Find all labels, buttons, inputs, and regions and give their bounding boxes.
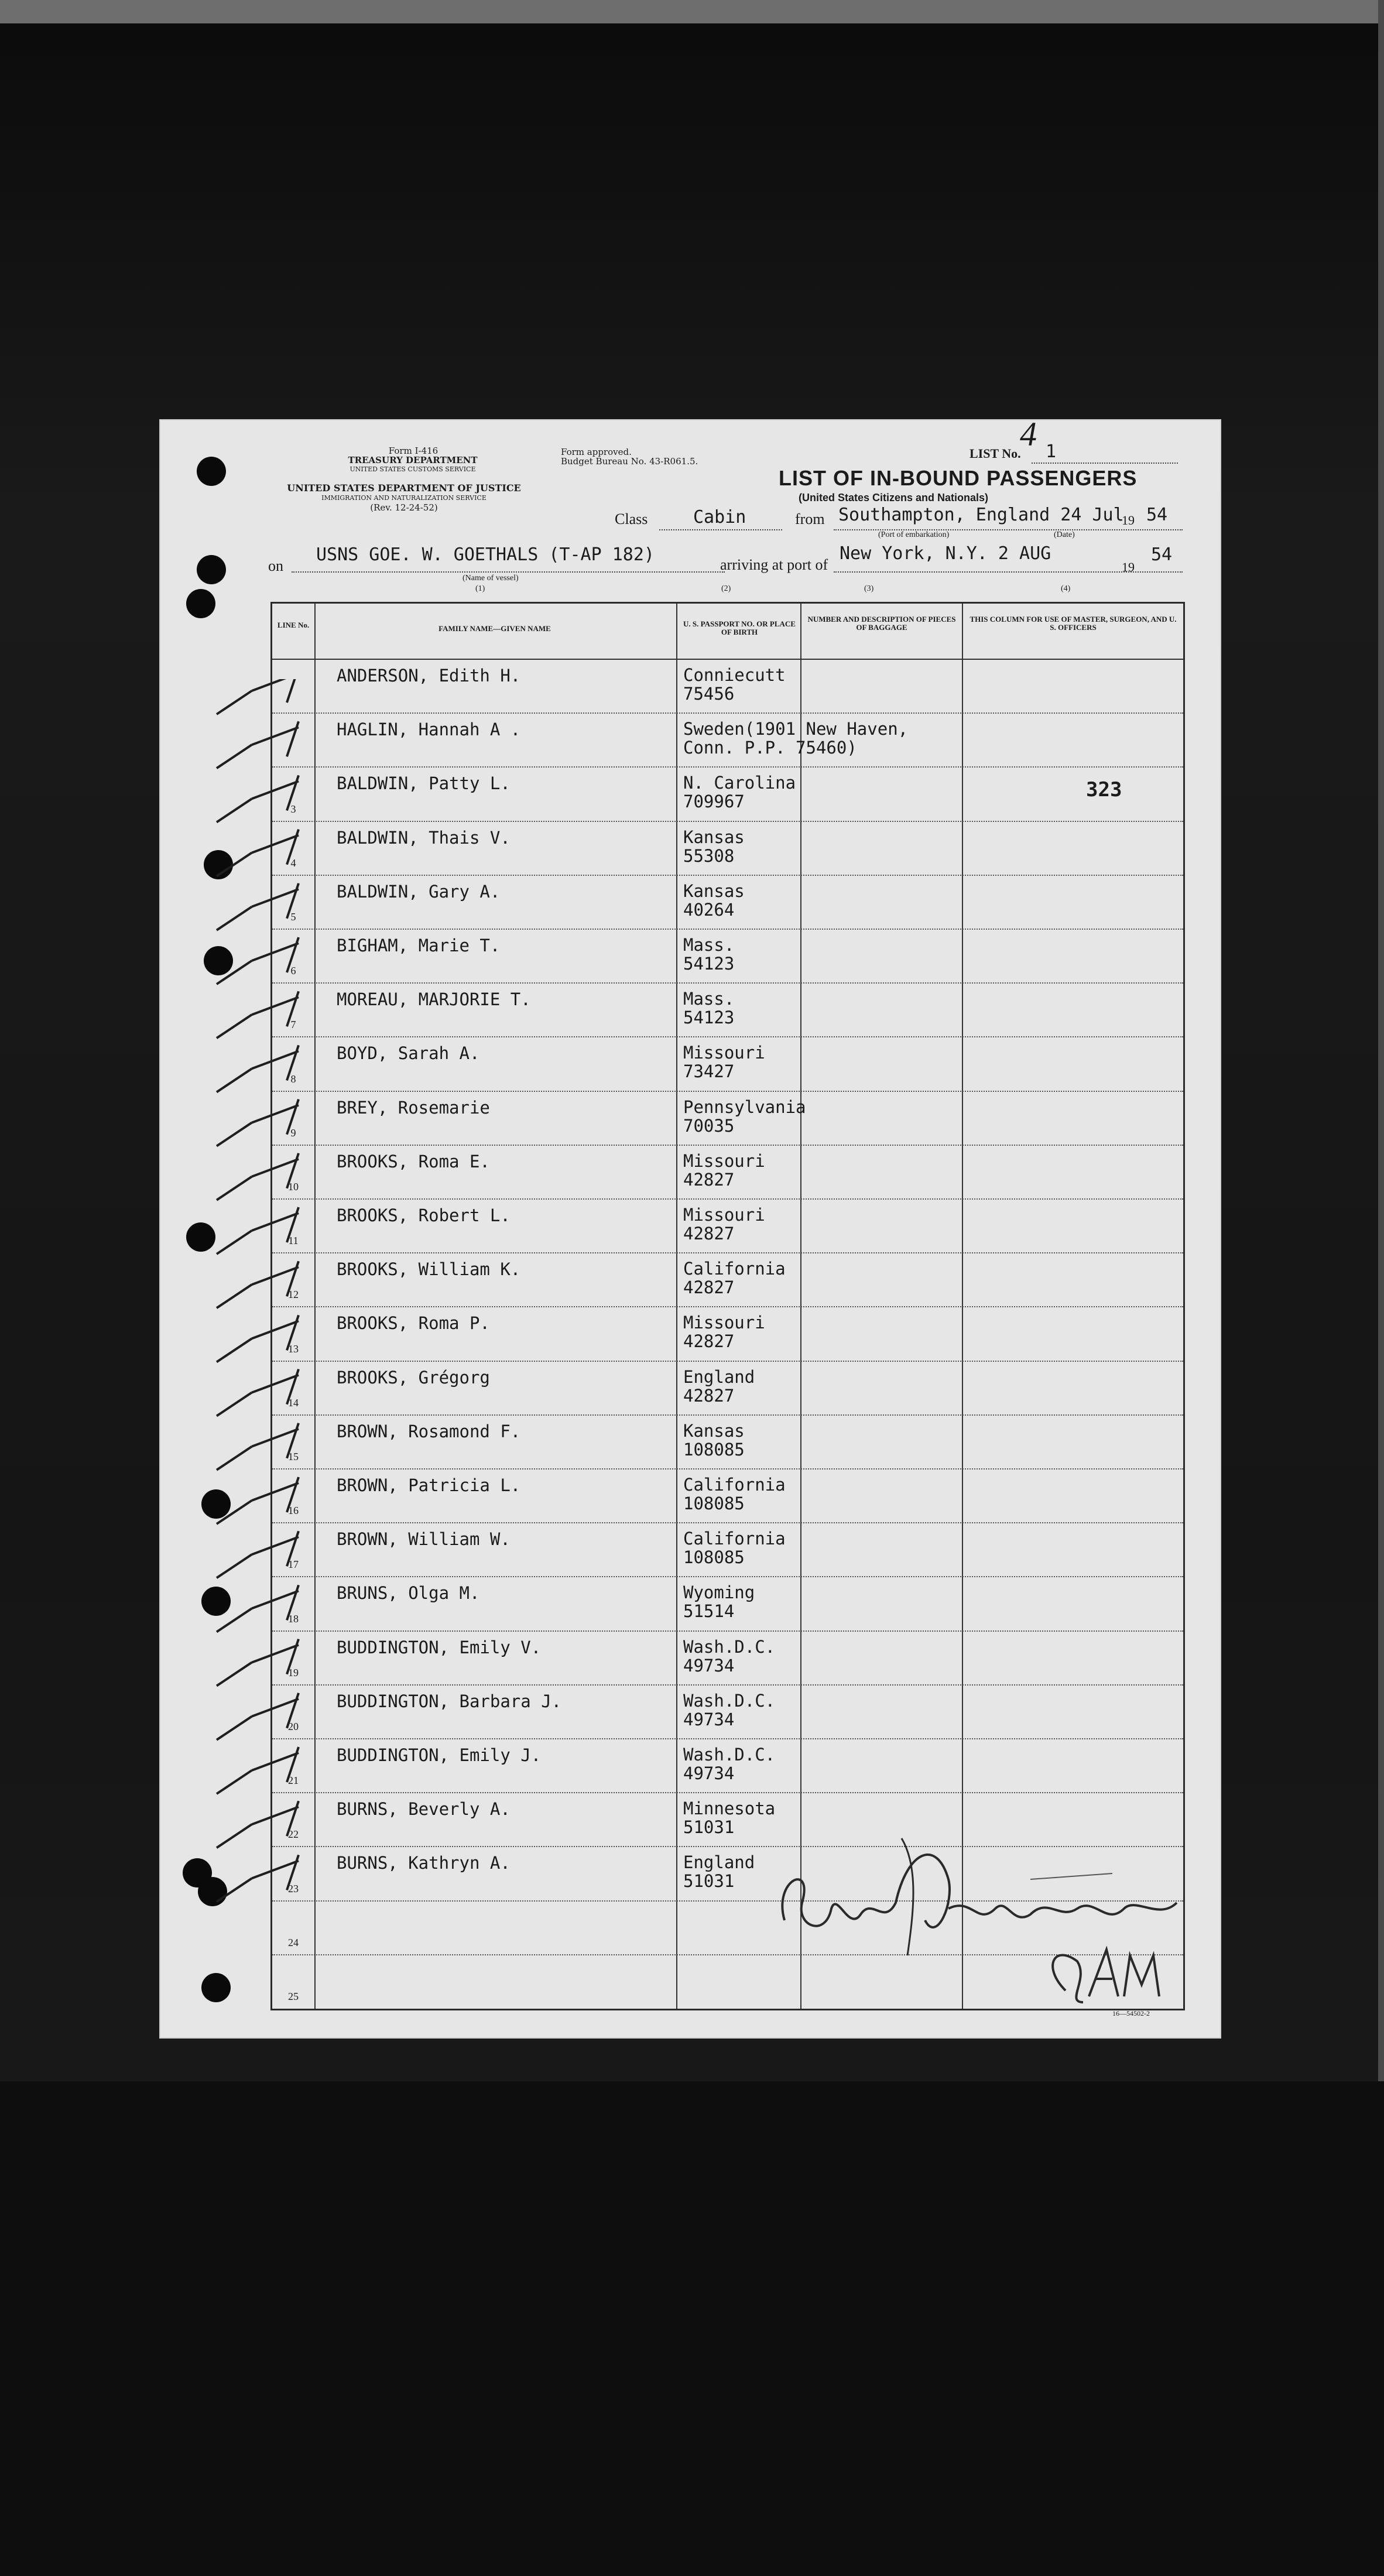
checkmark [217,991,299,1038]
passport-number: 55308 [683,845,735,866]
birthplace: Wash.D.C. [683,1745,776,1765]
passenger-name: BUDDINGTON, Emily J. [337,1745,542,1765]
checkmark [217,1693,299,1740]
list-no-value: 1 [1046,441,1057,462]
checkmark [217,1153,299,1200]
departure-year: 54 [1146,505,1168,525]
line-number: 7 [290,1019,296,1031]
line-number: 10 [288,1181,299,1193]
line-number: 3 [290,803,296,815]
line-number: 20 [288,1721,299,1732]
film-top-strip [0,0,1384,23]
checkmark [217,1369,299,1416]
birthplace: Sweden(1901 New Haven, [683,719,909,739]
line-number: 4 [290,857,296,869]
passenger-name: BURNS, Kathryn A. [337,1853,511,1873]
checkmark [217,883,299,930]
header-baggage: NUMBER AND DESCRIPTION OF PIECES OF BAGGAGE [807,615,956,632]
line-number: 12 [288,1289,299,1301]
arriving-label: arriving at port of [720,556,828,573]
row-divider [272,1036,1183,1037]
class-label: Class [615,511,648,527]
birthplace: England [683,1852,755,1873]
punch-hole [201,1973,231,2002]
passenger-name: BREY, Rosemarie [337,1097,490,1118]
passport-number: 49734 [683,1763,735,1783]
line-number: 21 [288,1775,299,1787]
passport-number: 42827 [683,1331,735,1352]
ins-service: IMMIGRATION AND NATURALIZATION SERVICE [321,494,487,502]
birthplace: Missouri [683,1313,765,1333]
row-divider [272,766,1183,768]
year-prefix-1: 19 [1122,513,1135,527]
passenger-name: BUDDINGTON, Emily V. [337,1637,542,1657]
passport-number: 42827 [683,1277,735,1298]
column-caption-4: (4) [1061,584,1071,593]
arrival-underline [834,571,1183,573]
birthplace: N. Carolina [683,773,796,793]
checkmark [217,1585,299,1632]
on-label: on [268,557,283,574]
column-caption-1: (1) [475,584,485,593]
inspector-signature [761,1827,1194,2020]
line-number: 6 [290,965,296,977]
birthplace: Conniecutt [683,665,786,685]
passport-number: 42827 [683,1169,735,1190]
row-divider [272,1361,1183,1362]
header-divider [272,659,1183,660]
punch-hole [197,457,226,486]
birthplace: Kansas [683,1420,745,1441]
passport-number: 42827 [683,1385,735,1406]
row-divider [272,1198,1183,1200]
line-number: 16 [288,1505,299,1517]
line-number: 24 [288,1936,299,1948]
checkmark [217,721,299,768]
print-code: 16—54502-2 [1112,2009,1150,2017]
passenger-name: BROOKS, Roma P. [337,1313,490,1334]
row-divider [272,875,1183,876]
passport-number: 73427 [683,1061,735,1082]
arrival-value: New York, N.Y. 2 AUG [840,543,1051,564]
arrival-year: 54 [1151,544,1173,565]
row-divider [272,821,1183,822]
passport-number: 108085 [683,1439,745,1460]
page-subtitle: (United States Citizens and Nationals) [799,492,989,503]
checkmark [217,1315,299,1362]
birthplace: Pennsylvania [683,1097,806,1117]
header-family-name: FAMILY NAME—GIVEN NAME [439,624,551,633]
list-no-label: LIST No. [970,446,1021,461]
passenger-table [270,602,1185,2010]
passenger-name: BUDDINGTON, Barbara J. [337,1691,562,1711]
line-number: 8 [290,1073,296,1085]
column-caption-3: (3) [864,584,874,593]
checkmark [217,1639,299,1686]
row-divider [272,1252,1183,1253]
vessel-underline [292,571,725,573]
port-embarkation-caption: (Port of embarkation) [878,530,950,539]
row-divider [272,1522,1183,1523]
checkmark [217,1747,299,1794]
birthplace: California [683,1259,786,1279]
birthplace: Wash.D.C. [683,1636,776,1657]
checkmark [217,830,299,876]
date-caption: (Date) [1054,530,1075,539]
passenger-name: BROOKS, Robert L. [337,1205,511,1225]
checkmark [217,1531,299,1578]
passport-number: 54123 [683,1008,735,1028]
passport-number: 108085 [683,1493,745,1513]
line-number: 11 [288,1235,299,1247]
revision-date: (Rev. 12-24-52) [370,502,438,513]
passenger-name: MOREAU, MARJORIE T. [337,989,531,1010]
line-number: 13 [288,1342,299,1355]
birthplace: California [683,1475,786,1495]
row-divider [272,929,1183,930]
officer-note: 323 [1086,778,1122,801]
passenger-name: BALDWIN, Gary A. [337,881,501,902]
birthplace: Kansas [683,881,745,901]
passport-number: 40264 [683,899,735,920]
passenger-name: ANDERSON, Edith H. [337,666,521,686]
row-divider [272,712,1183,714]
passport-number: 51031 [683,1871,735,1892]
birthplace: Minnesota [683,1799,776,1819]
from-value: Southampton, England 24 Jul [838,505,1124,525]
passport-number: 54123 [683,954,735,974]
page-title: LIST OF IN-BOUND PASSENGERS [779,466,1138,490]
year-prefix-2: 19 [1122,560,1135,574]
row-divider [272,1468,1183,1469]
line-number: 25 [288,1991,299,2002]
row-divider [272,1306,1183,1307]
birthplace: Kansas [683,827,745,847]
passport-number: 709967 [683,792,745,812]
passport-number: 49734 [683,1655,735,1676]
customs-service: UNITED STATES CUSTOMS SERVICE [350,465,476,473]
birthplace: Missouri [683,1205,765,1225]
birthplace: Wyoming [683,1582,755,1603]
row-divider [272,1738,1183,1739]
line-number: 14 [288,1396,299,1409]
checkmark [217,775,299,822]
passenger-name: BROWN, William W. [337,1529,511,1550]
checkmark [217,1477,299,1524]
passenger-name: BIGHAM, Marie T. [337,936,501,955]
line-number: 18 [288,1612,299,1625]
passenger-name: BURNS, Beverly A. [337,1799,511,1820]
line-number: 23 [288,1882,299,1895]
passenger-name: BROOKS, William K. [337,1259,521,1280]
birthplace: England [683,1366,755,1387]
checkmark [217,1045,299,1092]
passport-number: 42827 [683,1224,735,1244]
row-divider [272,1091,1183,1092]
passport-number: 70035 [683,1115,735,1136]
checkmark [217,937,299,984]
line-number: 15 [288,1451,299,1462]
birthplace: Missouri [683,1150,765,1171]
line-number: 22 [288,1828,299,1841]
class-underline [659,529,782,530]
birthplace: Mass. [683,989,735,1009]
checkmark [217,1423,299,1470]
row-divider [272,1792,1183,1793]
header-passport: U. S. PASSPORT NO. OR PLACE OF BIRTH [683,619,796,636]
checkmark [217,1261,299,1308]
checkmark [217,1855,299,1902]
checkmark [217,679,299,714]
column-caption-2: (2) [721,584,731,593]
line-number: 19 [288,1666,299,1678]
passport-number: 108085 [683,1547,745,1568]
passenger-name: BRUNS, Olga M. [337,1583,480,1604]
header-officers: THIS COLUMN FOR USE OF MASTER, SURGEON, AND U. S. OFFICERS [970,615,1177,632]
checkmark [217,1207,299,1254]
list-no-overwrite: 4 [1020,415,1037,453]
vessel-value: USNS GOE. W. GOETHALS (T-AP 182) [316,544,655,565]
passport-number: 75456 [683,684,735,704]
header-line-no: LINE No. [277,621,310,629]
passenger-name: BROOKS, Grégorg [337,1367,490,1388]
passenger-name: HAGLIN, Hannah A . [337,720,521,740]
form-number: Form I-416 [388,446,439,456]
passenger-name: BROWN, Rosamond F. [337,1421,521,1441]
line-number: 5 [290,911,296,923]
row-divider [272,1414,1183,1416]
punch-hole [197,555,226,584]
row-divider [272,1145,1183,1146]
treasury-dept: TREASURY DEPARTMENT [348,455,478,465]
passport-number: 49734 [683,1709,735,1729]
line-number: 9 [290,1126,296,1139]
justice-dept: UNITED STATES DEPARTMENT OF JUSTICE [287,482,521,494]
row-divider [272,1684,1183,1686]
passenger-name: BROOKS, Roma E. [337,1151,490,1171]
passport-number: 51031 [683,1817,735,1838]
punch-hole [186,589,215,618]
checkmarks-column [211,679,316,1920]
birthplace: California [683,1529,786,1549]
list-no-underline [1032,463,1178,464]
form-approved: Form approved. [561,447,632,457]
birthplace: Mass. [683,935,735,955]
class-value: Cabin [693,507,746,527]
passport-number: Conn. P.P. 75460) [683,738,857,758]
film-bottom-strip [0,2081,1384,2576]
birthplace: Wash.D.C. [683,1690,776,1711]
checkmark [217,1801,299,1848]
checkmark [217,1099,299,1146]
from-label: from [795,511,825,527]
vessel-caption: (Name of vessel) [463,574,519,583]
row-divider [272,1576,1183,1577]
row-divider [272,1630,1183,1632]
passenger-name: BALDWIN, Thais V. [337,827,511,848]
row-divider [272,982,1183,984]
passenger-name: BOYD, Sarah A. [337,1043,480,1064]
budget-bureau: Budget Bureau No. 43-R061.5. [561,456,698,467]
passenger-name: BALDWIN, Patty L. [337,773,511,794]
line-number: 17 [288,1558,299,1571]
birthplace: Missouri [683,1043,765,1063]
passport-number: 51514 [683,1601,735,1622]
passenger-name: BROWN, Patricia L. [337,1475,521,1495]
